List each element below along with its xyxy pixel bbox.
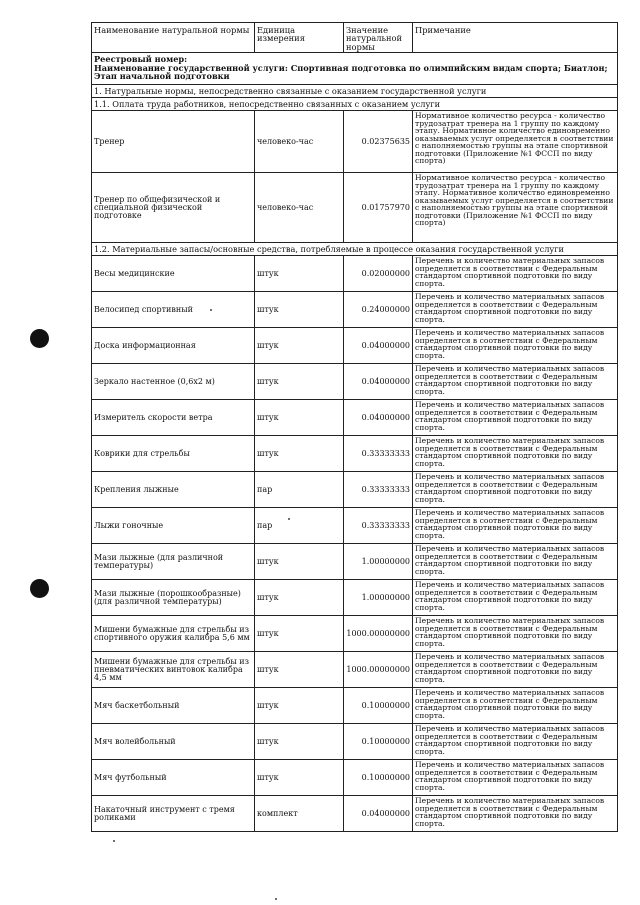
norm-name: Мази лыжные (порошкообразные) (для различной температуры) [92,580,255,616]
norm-value: 0.10000000 [344,688,413,724]
norm-value: 0.33333333 [344,508,413,544]
norm-name: Измеритель скорости ветра [92,400,255,436]
norm-name: Доска информационная [92,328,255,364]
table-row [92,400,618,436]
norm-value: 0.02375635 [344,111,413,173]
norm-name: Лыжи гоночные [92,508,255,544]
norm-name: Мяч волейбольный [92,724,255,760]
table-row [92,111,618,173]
header-name: Наименование натуральной нормы [92,23,255,53]
norm-name: Мази лыжные (для различной температуры) [92,544,255,580]
norm-name: Мишени бумажные для стрельбы из пневматических винтовок калибра 4,5 мм [92,652,255,688]
section-1-2-title: 1.2. Материальные запасы/основные средства, потребляемые в процессе оказания государственной услуги [92,243,618,256]
table-row [92,688,618,724]
table-row [92,724,618,760]
section-row [92,243,618,256]
norm-unit: штук [255,580,344,616]
norm-unit: человеко-час [255,111,344,173]
punch-hole [30,579,49,598]
norms-table [91,22,618,832]
table-row [92,508,618,544]
norm-value: 0.02000000 [344,256,413,292]
norm-note: Перечень и количество материальных запасов определяется в соответствии с Федеральным стандартом спортивной подготовки по виду спорта. [413,688,618,724]
header-note: Примечание [413,23,618,53]
punch-hole [30,329,49,348]
norm-name: Мяч футбольный [92,760,255,796]
section-1-1-title: 1.1. Оплата труда работников, непосредственно связанных с оказанием услуги [92,98,618,111]
norm-unit: штук [255,256,344,292]
norm-unit: штук [255,724,344,760]
norm-unit: штук [255,328,344,364]
section-row [92,98,618,111]
norm-note: Перечень и количество материальных запасов определяется в соответствии с Федеральным стандартом спортивной подготовки по виду спорта. [413,616,618,652]
norm-value: 1.00000000 [344,580,413,616]
norm-value: 0.10000000 [344,724,413,760]
norm-unit: штук [255,760,344,796]
norm-note: Перечень и количество материальных запасов определяется в соответствии с Федеральным стандартом спортивной подготовки по виду спорта. [413,796,618,832]
norm-note: Перечень и количество материальных запасов определяется в соответствии с Федеральным стандартом спортивной подготовки по виду спорта. [413,724,618,760]
norm-unit: штук [255,436,344,472]
table-row [92,616,618,652]
norm-note: Перечень и количество материальных запасов определяется в соответствии с Федеральным стандартом спортивной подготовки по виду спорта. [413,364,618,400]
norm-value: 0.04000000 [344,400,413,436]
norm-value: 0.04000000 [344,796,413,832]
table-row [92,292,618,328]
norm-unit: штук [255,652,344,688]
norm-value: 0.01757970 [344,173,413,243]
norm-name: Накаточный инструмент с тремя роликами [92,796,255,832]
norm-note: Перечень и количество материальных запасов определяется в соответствии с Федеральным стандартом спортивной подготовки по виду спорта. [413,328,618,364]
table-row [92,544,618,580]
table-header-row [92,23,618,53]
norm-name: Тренер по общефизической и специальной физической подготовке [92,173,255,243]
norm-name: Весы медицинские [92,256,255,292]
norm-value: 0.33333333 [344,472,413,508]
norm-note: Перечень и количество материальных запасов определяется в соответствии с Федеральным стандартом спортивной подготовки по виду спорта. [413,400,618,436]
norm-unit: человеко-час [255,173,344,243]
norm-name: Мяч баскетбольный [92,688,255,724]
registry-cell [92,53,618,85]
norm-value: 0.04000000 [344,328,413,364]
header-value: Значение натуральной нормы [344,23,413,53]
norm-unit: пар [255,508,344,544]
norm-note: Перечень и количество материальных запасов определяется в соответствии с Федеральным стандартом спортивной подготовки по виду спорта. [413,292,618,328]
table-row [92,796,618,832]
table-row [92,173,618,243]
norm-value: 1.00000000 [344,544,413,580]
section-1-title: 1. Натуральные нормы, непосредственно связанные с оказанием государственной услуги [92,85,618,98]
table-row [92,364,618,400]
norm-note: Перечень и количество материальных запасов определяется в соответствии с Федеральным стандартом спортивной подготовки по виду спорта. [413,436,618,472]
table-row [92,580,618,616]
norm-value: 1000.00000000 [344,652,413,688]
norm-unit: штук [255,292,344,328]
table-row [92,328,618,364]
scan-speck [275,898,277,900]
registry-number-label: Реестровый номер: [94,54,188,65]
service-name: Наименование государственной услуги: Спортивная подготовка по олимпийским видам спорта; Биатлон; Этап начальной подготовки [94,62,608,82]
table-row [92,652,618,688]
norm-note: Перечень и количество материальных запасов определяется в соответствии с Федеральным стандартом спортивной подготовки по виду спорта. [413,508,618,544]
norm-value: 1000.00000000 [344,616,413,652]
norm-note: Нормативное количество ресурса - количество трудозатрат тренера на 1 группу по каждому этапу. Нормативное количество единовременно оказываемых услуг определяется в соответствии с наполняемостью группы на этапе спортивной подготовки (Приложение №1 ФССП по виду спорта) [413,111,618,173]
norm-unit: штук [255,400,344,436]
norm-name: Крепления лыжные [92,472,255,508]
norm-unit: штук [255,364,344,400]
norm-unit: штук [255,688,344,724]
scan-speck [113,840,115,842]
norm-value: 0.04000000 [344,364,413,400]
norm-note: Перечень и количество материальных запасов определяется в соответствии с Федеральным стандартом спортивной подготовки по виду спорта. [413,544,618,580]
norm-name: Мишени бумажные для стрельбы из спортивного оружия калибра 5,6 мм [92,616,255,652]
norm-unit: штук [255,544,344,580]
norm-note: Перечень и количество материальных запасов определяется в соответствии с Федеральным стандартом спортивной подготовки по виду спорта. [413,652,618,688]
norm-name: Коврики для стрельбы [92,436,255,472]
norm-note: Нормативное количество ресурса - количество трудозатрат тренера на 1 группу по каждому этапу. Нормативное количество единовременно оказываемых услуг определяется в соответствии с наполняемостью группы на этапе спортивной подготовки (Приложение №1 ФССП по виду спорта) [413,173,618,243]
table-row [92,760,618,796]
table-row [92,472,618,508]
section-row [92,85,618,98]
registry-row [92,53,618,85]
norm-unit: штук [255,616,344,652]
header-unit: Единица измерения [255,23,344,53]
norm-note: Перечень и количество материальных запасов определяется в соответствии с Федеральным стандартом спортивной подготовки по виду спорта. [413,760,618,796]
norm-value: 0.24000000 [344,292,413,328]
table-row [92,256,618,292]
norm-note: Перечень и количество материальных запасов определяется в соответствии с Федеральным стандартом спортивной подготовки по виду спорта. [413,472,618,508]
norm-note: Перечень и количество материальных запасов определяется в соответствии с Федеральным стандартом спортивной подготовки по виду спорта. [413,256,618,292]
norm-unit: комплект [255,796,344,832]
norm-unit: пар [255,472,344,508]
table-row [92,436,618,472]
norm-value: 0.33333333 [344,436,413,472]
norm-name: Велосипед спортивный [92,292,255,328]
norm-name: Зеркало настенное (0,6х2 м) [92,364,255,400]
norm-note: Перечень и количество материальных запасов определяется в соответствии с Федеральным стандартом спортивной подготовки по виду спорта. [413,580,618,616]
norm-value: 0.10000000 [344,760,413,796]
norm-name: Тренер [92,111,255,173]
